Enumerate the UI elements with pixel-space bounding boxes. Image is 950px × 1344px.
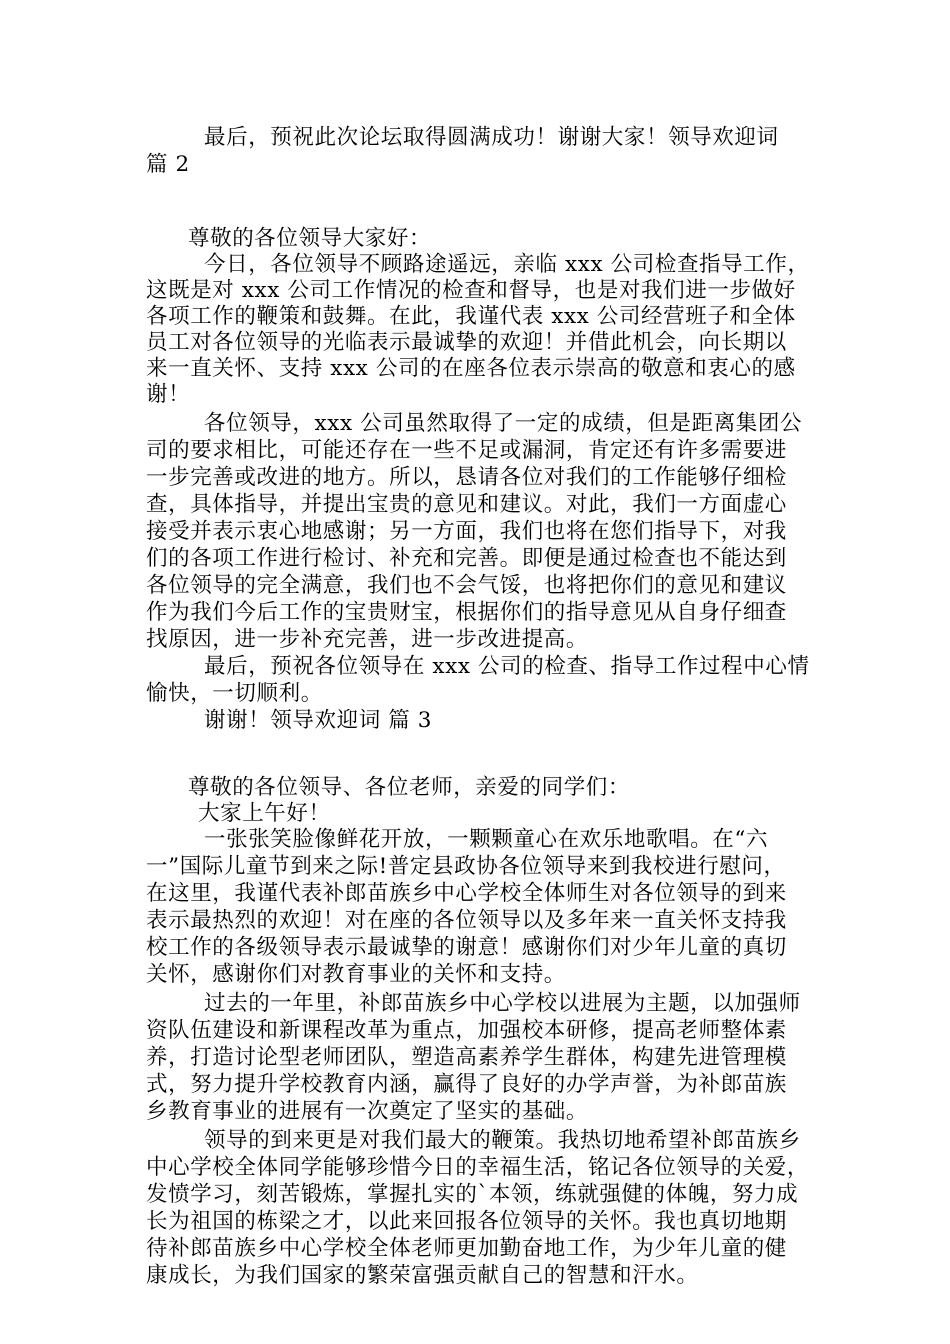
text-line: 们的各项工作进行检讨、补充和完善。即便是通过检查也不能达到 (146, 546, 787, 571)
text-line: 待补郎苗族乡中心学校全体老师更加勤奋地工作，为少年儿童的健 (146, 1236, 787, 1261)
text-line: 最后，预祝各位领导在 xxx 公司的检查、指导工作过程中心情 (204, 654, 810, 679)
text-line: 大家上午好！ (198, 801, 331, 826)
text-line: 乡教育事业的进展有一次奠定了坚实的基础。 (146, 1099, 589, 1124)
text-line: 尊敬的各位领导、各位老师，亲爱的同学们： (188, 775, 631, 800)
text-line: 一”国际儿童节到来之际!普定县政协各位领导来到我校进行慰问， (146, 854, 786, 879)
text-line: 这既是对 xxx 公司工作情况的检查和督导，也是对我们进一步做好 (146, 278, 796, 303)
text-line: 查，具体指导，并提出宝贵的意见和建议。对此，我们一方面虚心 (146, 492, 787, 517)
text-line: 康成长，为我们国家的繁荣富强贡献自己的智慧和汗水。 (146, 1263, 699, 1288)
text-line: 今日，各位领导不顾路途遥远，亲临 xxx 公司检查指导工作， (204, 252, 810, 277)
text-line: 发愤学习，刻苦锻炼，掌握扎实的`本领，练就强健的体魄，努力成 (146, 1182, 799, 1207)
text-line: 养，打造讨论型老师团队，塑造高素养学生群体，构建先进管理模 (146, 1045, 787, 1070)
text-line: 一张张笑脸像鲜花开放，一颗颗童心在欢乐地歌唱。在“六 (204, 827, 769, 852)
text-line: 校工作的各级领导表示最诚挚的谢意！感谢你们对少年儿童的真切 (146, 935, 787, 960)
text-line: 表示最热烈的欢迎！对在座的各位领导以及多年来一直关怀支持我 (146, 908, 787, 933)
text-line: 各项工作的鞭策和鼓舞。在此，我谨代表 xxx 公司经营班子和全体 (146, 304, 796, 329)
text-line: 中心学校全体同学能够珍惜今日的幸福生活，铭记各位领导的关爱， (146, 1155, 810, 1180)
text-line: 关怀，感谢你们对教育事业的关怀和支持。 (146, 962, 566, 987)
text-line: 最后，预祝此次论坛取得圆满成功！谢谢大家！领导欢迎词 (204, 125, 779, 150)
text-line: 谢谢！领导欢迎词 篇 3 (204, 708, 433, 733)
text-line: 式，努力提升学校教育内涵，赢得了良好的办学声誉，为补郎苗族 (146, 1072, 787, 1097)
text-line: 找原因，进一步补充完善，进一步改进提高。 (146, 627, 589, 652)
text-line: 长为祖国的栋梁之才，以此来回报各位领导的关怀。我也真切地期 (146, 1209, 787, 1234)
text-line: 在这里，我谨代表补郎苗族乡中心学校全体师生对各位领导的到来 (146, 881, 787, 906)
text-line: 接受并表示衷心地感谢；另一方面，我们也将在您们指导下，对我 (146, 519, 787, 544)
text-line: 过去的一年里，补郎苗族乡中心学校以进展为主题，以加强师 (204, 991, 801, 1016)
text-line: 司的要求相比，可能还存在一些不足或漏洞，肯定还有许多需要进 (146, 438, 787, 463)
text-line: 来一直关怀、支持 xxx 公司的在座各位表示崇高的敬意和衷心的感 (146, 356, 796, 381)
text-line: 尊敬的各位领导大家好： (188, 226, 432, 251)
text-line: 谢！ (146, 382, 191, 407)
text-line: 领导的到来更是对我们最大的鞭策。我热切地希望补郎苗族乡 (204, 1128, 801, 1153)
text-line: 愉快，一切顺利。 (146, 681, 323, 706)
text-line: 员工对各位领导的光临表示最诚挚的欢迎！并借此机会，向长期以 (146, 330, 787, 355)
text-line: 作为我们今后工作的宝贵财宝，根据你们的指导意见从自身仔细查 (146, 600, 787, 625)
text-line: 各位领导的完全满意，我们也不会气馁，也将把你们的意见和建议 (146, 573, 787, 598)
text-line: 一步完善或改进的地方。所以，恳请各位对我们的工作能够仔细检 (146, 465, 787, 490)
text-line: 资队伍建设和新课程改革为重点，加强校本研修，提高老师整体素 (146, 1018, 787, 1043)
text-line: 篇 2 (146, 152, 190, 177)
text-line: 各位领导，xxx 公司虽然取得了一定的成绩，但是距离集团公 (204, 411, 803, 436)
